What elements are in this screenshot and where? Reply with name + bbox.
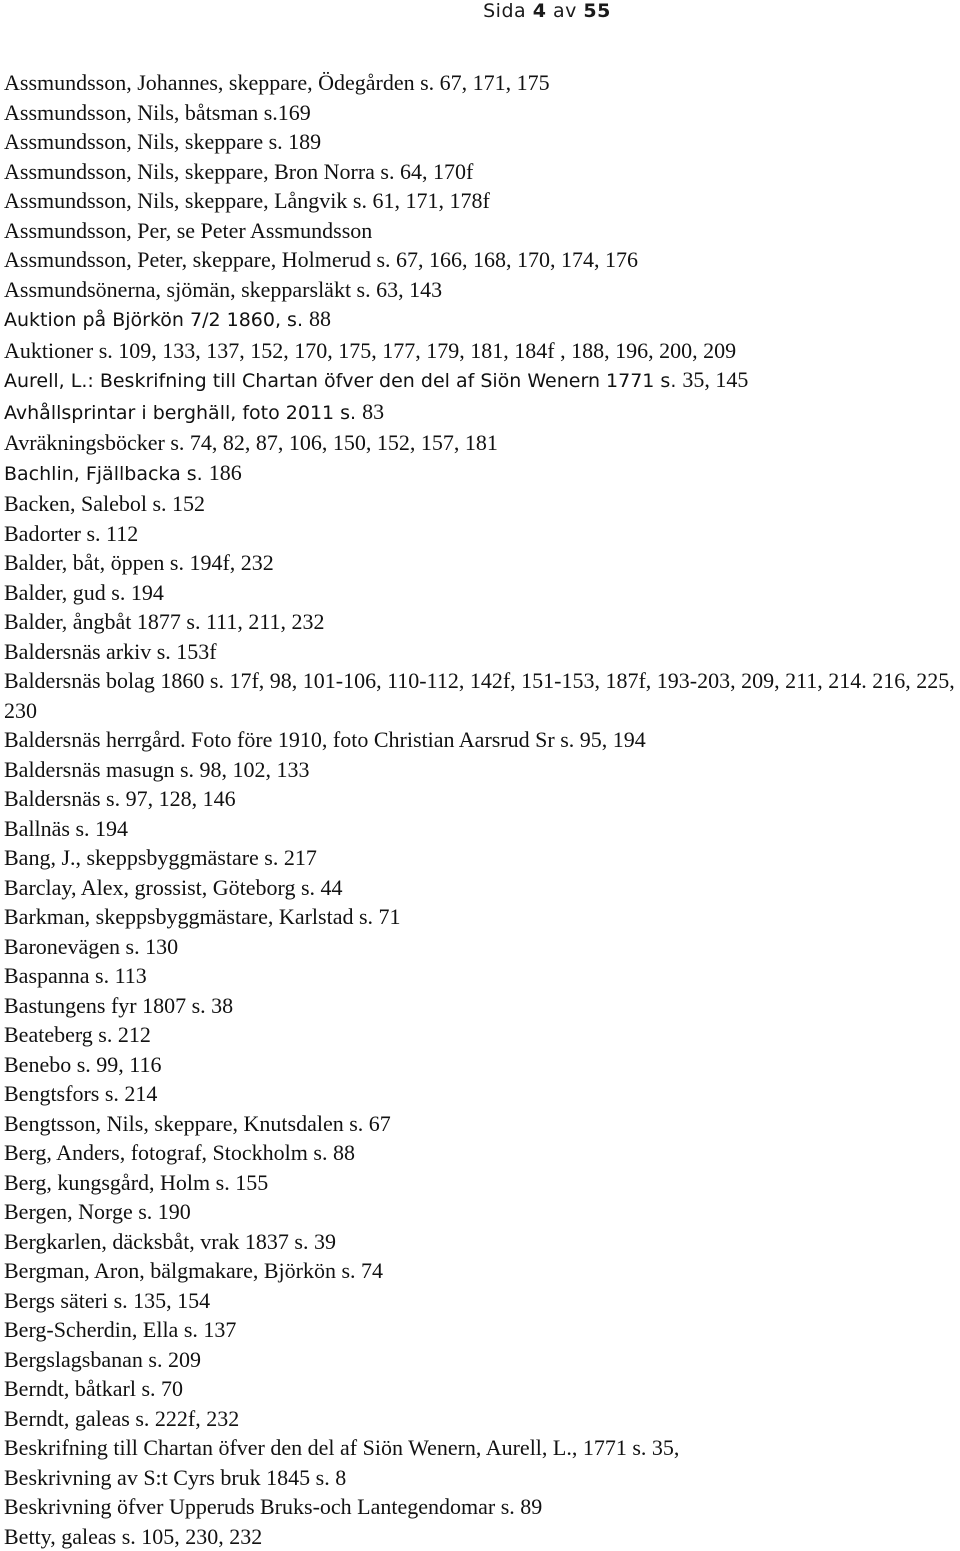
list-item: Baldersnäs bolag 1860 s. 17f, 98, 101-106, 110-112, 142f, 151-153, 187f, 193-203, 209, 211, 214. 216, 225, 230 [4,666,960,725]
list-item: Backen, Salebol s. 152 [4,489,960,519]
list-item: Baldersnäs s. 97, 128, 146 [4,784,960,814]
list-item: Berg, Anders, fotograf, Stockholm s. 88 [4,1138,960,1168]
list-item: Bergkarlen, däcksbåt, vrak 1837 s. 39 [4,1227,960,1257]
list-item: Beskrivning öfver Upperuds Bruks-och Lantegendomar s. 89 [4,1492,960,1522]
list-item [4,304,960,336]
list-item: Balder, ångbåt 1877 s. 111, 211, 232 [4,607,960,637]
list-item: Beskrivning av S:t Cyrs bruk 1845 s. 8 [4,1463,960,1493]
entry-pages: 88 [309,306,331,331]
list-item: Baronevägen s. 130 [4,932,960,962]
list-item: Benebo s. 99, 116 [4,1050,960,1080]
list-item: Assmundsson, Per, se Peter Assmundsson [4,216,960,246]
page-header [0,0,960,24]
entry-pages: 35, 145 [682,367,748,392]
list-item: Barkman, skeppsbyggmästare, Karlstad s. 71 [4,902,960,932]
list-item: Assmundsson, Nils, båtsman s.169 [4,98,960,128]
list-item: Bastungens fyr 1807 s. 38 [4,991,960,1021]
entry-text: Aurell, L.: Beskrifning till Chartan öfver den del af Siön Wenern 1771 s. [4,370,676,392]
list-item: Badorter s. 112 [4,519,960,549]
list-item: Berg, kungsgård, Holm s. 155 [4,1168,960,1198]
list-item: Barclay, Alex, grossist, Göteborg s. 44 [4,873,960,903]
list-item: Assmundsson, Johannes, skeppare, Ödegården s. 67, 171, 175 [4,68,960,98]
list-item [4,397,960,429]
list-item: Baldersnäs arkiv s. 153f [4,637,960,667]
list-item: Assmundsson, Peter, skeppare, Holmerud s. 67, 166, 168, 170, 174, 176 [4,245,960,275]
list-item: Betty, galeas s. 105, 230, 232 [4,1522,960,1551]
list-item: Balder, båt, öppen s. 194f, 232 [4,548,960,578]
list-item: Berndt, galeas s. 222f, 232 [4,1404,960,1434]
list-item: Bergs säteri s. 135, 154 [4,1286,960,1316]
list-item: Assmundsson, Nils, skeppare, Bron Norra s. 64, 170f [4,157,960,187]
list-item [4,458,960,490]
list-item: Beateberg s. 212 [4,1020,960,1050]
entry-text: Auktion på Björkön 7/2 1860, s. [4,309,303,331]
list-item: Berg-Scherdin, Ella s. 137 [4,1315,960,1345]
index-list [4,68,960,1551]
list-item [4,365,960,397]
entry-pages: 83 [362,399,384,424]
list-item: Bengtsson, Nils, skeppare, Knutsdalen s. 67 [4,1109,960,1139]
list-item: Bergen, Norge s. 190 [4,1197,960,1227]
list-item: Assmundsönerna, sjömän, skepparsläkt s. 63, 143 [4,275,960,305]
list-item: Beskrifning till Chartan öfver den del af Siön Wenern, Aurell, L., 1771 s. 35, [4,1433,960,1463]
list-item: Bergslagsbanan s. 209 [4,1345,960,1375]
list-item: Balder, gud s. 194 [4,578,960,608]
entry-pages: 186 [209,460,242,485]
entry-text: Bachlin, Fjällbacka s. [4,463,203,485]
total-pages-number: 55 [583,0,610,22]
list-item: Assmundsson, Nils, skeppare s. 189 [4,127,960,157]
list-item: Baldersnäs herrgård. Foto före 1910, foto Christian Aarsrud Sr s. 95, 194 [4,725,960,755]
list-item: Bang, J., skeppsbyggmästare s. 217 [4,843,960,873]
current-page-number: 4 [533,0,547,22]
page-label: Sida [483,0,526,22]
list-item: Assmundsson, Nils, skeppare, Långvik s. 61, 171, 178f [4,186,960,216]
list-item: Bergman, Aron, bälgmakare, Björkön s. 74 [4,1256,960,1286]
list-item: Ballnäs s. 194 [4,814,960,844]
list-item: Baspanna s. 113 [4,961,960,991]
entry-text: Avhållsprintar i berghäll, foto 2011 s. [4,402,356,424]
list-item: Bengtsfors s. 214 [4,1079,960,1109]
page-separator: av [553,0,577,22]
list-item: Avräkningsböcker s. 74, 82, 87, 106, 150, 152, 157, 181 [4,428,960,458]
list-item: Berndt, båtkarl s. 70 [4,1374,960,1404]
list-item: Baldersnäs masugn s. 98, 102, 133 [4,755,960,785]
list-item: Auktioner s. 109, 133, 137, 152, 170, 175, 177, 179, 181, 184f , 188, 196, 200, 209 [4,336,960,366]
